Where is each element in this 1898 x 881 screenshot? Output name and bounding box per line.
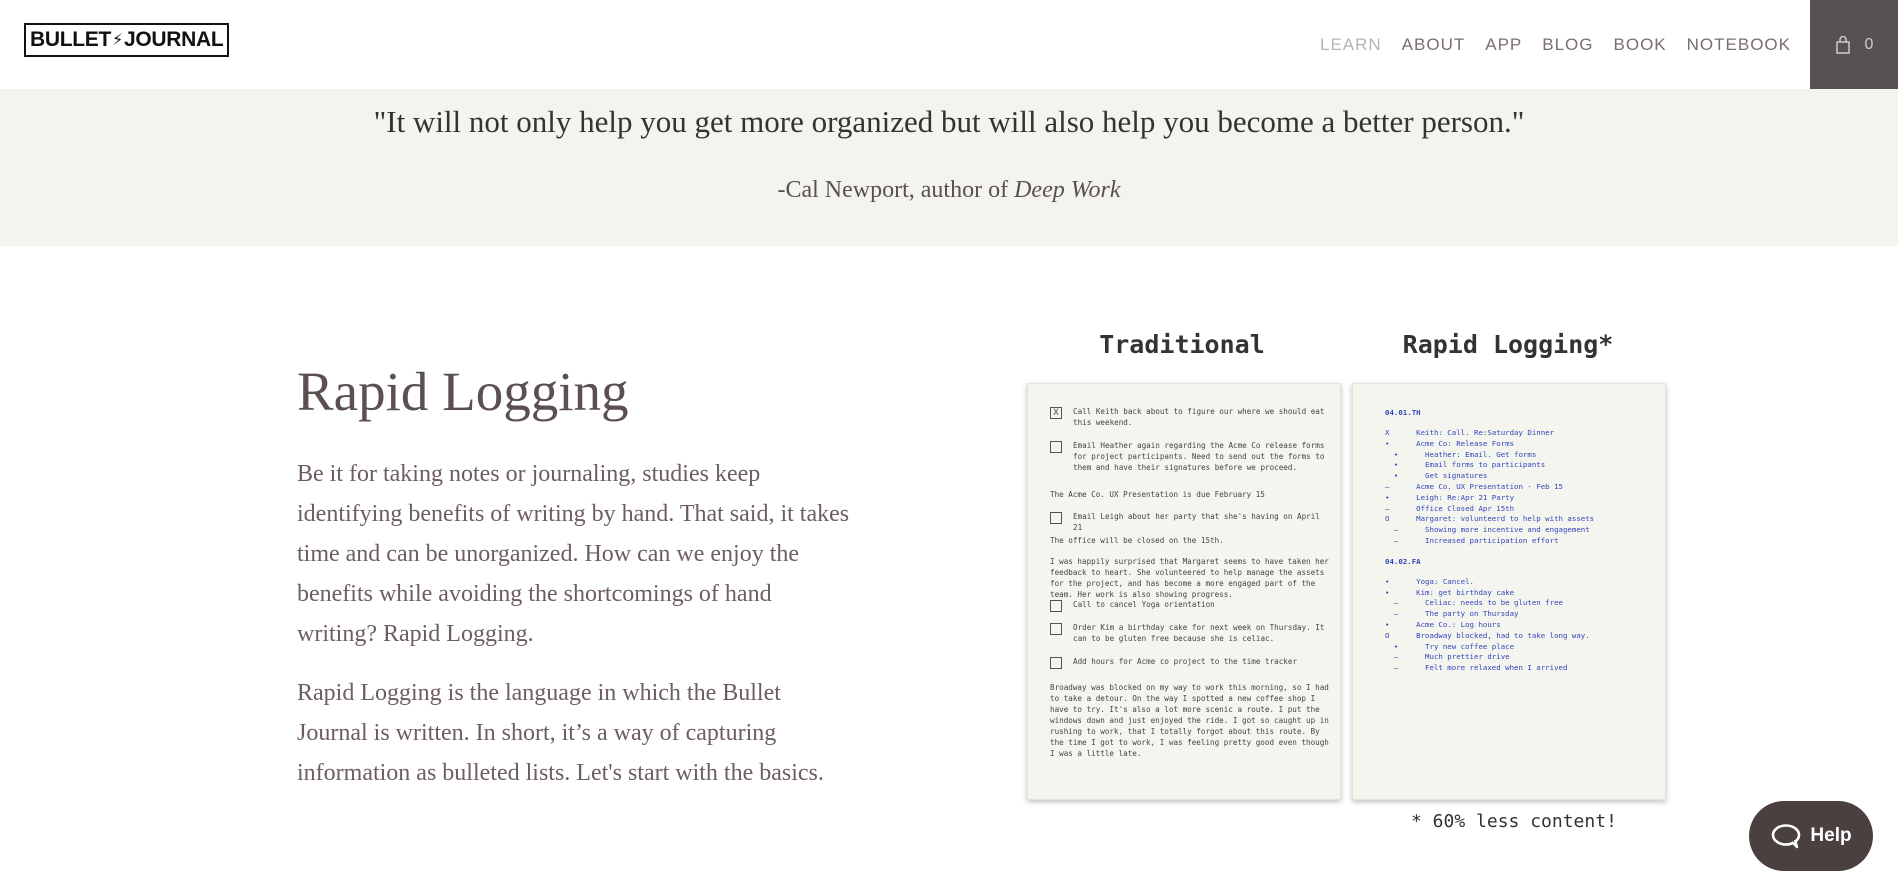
checkbox-icon (1050, 657, 1062, 669)
traditional-note-text: Broadway was blocked on my way to work this morning, so I had to take a detour. On the way I spotted a new coffee shop I have to try. It's also a lot more scenic a route. I put the windows down and just enjoyed the ride. I got so caught up in rushing to work, that I totally forgot about this route. By the time I got to work, I was feeling pretty good even though I was a little late. (1050, 683, 1329, 758)
testimonial-quote: "It will not only help you get more organized but will also help you become a better person." (373, 104, 1525, 139)
rapid-log-entry: X Keith: Call. Re:Saturday Dinner (1385, 428, 1555, 437)
rapid-logging-title: Rapid Logging* (1402, 330, 1614, 359)
checkbox-icon: X (1050, 407, 1062, 419)
traditional-note-text: Email Leigh about her party that she's having on April 21 (1073, 512, 1320, 532)
rapid-log-entry: • Heather: Email. Get forms (1385, 449, 1537, 459)
rapid-log-entry: • Leigh: Re:Apr 21 Party (1385, 492, 1515, 502)
rapid-log-entry: – Acme Co. UX Presentation - Feb 15 (1385, 482, 1563, 491)
rapid-log-entry: – Showing more incentive and engagement (1385, 525, 1590, 535)
traditional-note (1050, 406, 1330, 428)
rapid-log-entry: • Yoga: Cancel. (1385, 576, 1474, 586)
nav-blog[interactable]: BLOG (1542, 34, 1594, 54)
nav-app[interactable]: APP (1485, 34, 1523, 54)
nav-book[interactable]: BOOK (1613, 34, 1667, 54)
rapid-log-entry: – The party on Thursday (1385, 609, 1519, 619)
traditional-note-text: Call Keith back about to figure our where we should eat this weekend. (1073, 407, 1325, 427)
section-title: Rapid Logging (297, 361, 629, 422)
checkbox-icon (1050, 441, 1062, 453)
attribution-book-title: Deep Work (1014, 177, 1121, 203)
main-nav (1320, 0, 1791, 89)
checkbox-icon (1050, 512, 1062, 524)
rapid-log-entry: • Get signatures (1385, 471, 1488, 481)
lightning-bolt-icon: ⚡ (112, 32, 123, 49)
rapid-log-date: 04.01.TH (1385, 408, 1421, 417)
traditional-note-text: Order Kim a birthday cake for next week on Thursday. It can to be gluten free because she is celiac. (1073, 623, 1325, 643)
traditional-note (1050, 599, 1330, 610)
nav-about[interactable]: ABOUT (1401, 34, 1466, 54)
rapid-log-entry: – Much prettier drive (1385, 652, 1510, 662)
traditional-note (1050, 622, 1330, 644)
traditional-notebook-page (1027, 383, 1341, 800)
checkbox-icon (1050, 623, 1062, 635)
traditional-note (1050, 656, 1330, 667)
traditional-note-text: Email Heather again regarding the Acme Co release forms for project participants. Need to send out the forms to them and have their signatures before we proceed. (1073, 441, 1325, 472)
traditional-note (1050, 511, 1330, 533)
checkbox-icon (1050, 600, 1062, 612)
logo-text-right: JOURNAL (123, 28, 224, 51)
site-header (0, 0, 1898, 89)
section-paragraph-1: Be it for taking notes or journaling, studies keep identifying benefits of writing by hand. That said, it takes time and can be unorganized. How can we enjoy the benefits while avoiding the shortcomings of hand writing? Rapid Logging. (297, 461, 850, 647)
cart-count: 0 (1864, 35, 1874, 53)
content-reduction-footnote: * 60% less content! (1411, 811, 1617, 832)
shopping-bag-icon (1835, 36, 1851, 54)
rapid-log-date: 04.02.FA (1385, 556, 1421, 566)
attribution-prefix: -Cal Newport, author of (777, 177, 1015, 203)
help-button[interactable] (1749, 801, 1873, 871)
traditional-note (1050, 489, 1330, 500)
rapid-log-entry: • Try new coffee place (1385, 641, 1515, 651)
rapid-log-entry: – Office Closed Apr 15th (1385, 503, 1515, 513)
rapid-log-entry: • Acme Co.: Log hours (1385, 620, 1501, 629)
rapid-log-entry: – Increased participation effort (1385, 536, 1559, 545)
help-label: Help (1810, 825, 1852, 846)
rapid-log-entry: • Kim: get birthday cake (1385, 587, 1515, 597)
comparison-illustration (1020, 330, 1680, 845)
rapid-log-entry: • Acme Co: Release Forms (1385, 438, 1515, 448)
chat-bubble-icon (1770, 823, 1802, 849)
logo-text-left: BULLET (30, 28, 112, 51)
section-paragraph-2: Rapid Logging is the language in which the Bullet Journal is written. In short, it’s a way of capturing information as bulleted lists. Let's start with the basics. (297, 680, 824, 786)
rapid-log-entry: – Felt more relaxed when I arrived (1385, 663, 1568, 673)
traditional-note-text: Add hours for Acme co project to the time tracker (1073, 657, 1298, 666)
testimonial-attribution (0, 177, 1898, 204)
traditional-note-text: I was happily surprised that Margaret seems to have taken her feedback to heart. She volunteered to help manage the assets for the project, and has become a more engaged part of the team. Her work is also showing progress. (1050, 557, 1329, 599)
traditional-note-text: The office will be closed on the 15th. (1050, 536, 1224, 545)
rapid-log-entry: – Celiac: needs to be gluten free (1385, 598, 1563, 608)
traditional-title: Traditional (1099, 330, 1265, 359)
nav-notebook[interactable]: NOTEBOOK (1686, 34, 1791, 54)
nav-learn[interactable]: LEARN (1319, 34, 1382, 54)
rapid-log-entry: O Broadway blocked, had to take long way. (1385, 630, 1590, 640)
rapid-log-entry: • Email forms to participants (1385, 460, 1546, 470)
bullet-journal-logo[interactable] (24, 23, 229, 57)
testimonial-band (0, 89, 1898, 246)
traditional-note-text: Call to cancel Yoga orientation (1073, 600, 1215, 609)
rapid-log-entry: O Margaret: volunteerd to help with assets (1385, 514, 1595, 524)
traditional-note (1050, 535, 1330, 546)
rapid-logging-notebook-page (1352, 383, 1666, 800)
traditional-note-text: The Acme Co. UX Presentation is due February 15 (1050, 490, 1265, 499)
traditional-note (1050, 682, 1330, 759)
traditional-note (1050, 440, 1330, 473)
cart-button[interactable] (1810, 0, 1898, 89)
traditional-note (1050, 556, 1330, 600)
